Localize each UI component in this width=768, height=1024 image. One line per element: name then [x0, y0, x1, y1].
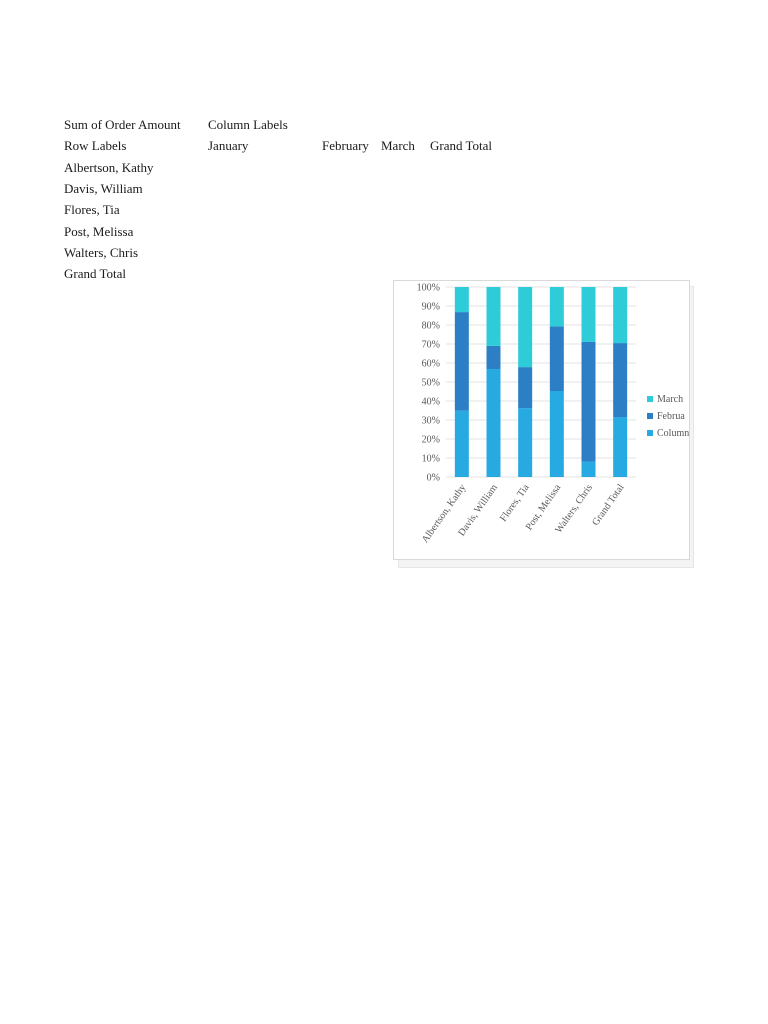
- legend-label: Februa: [657, 411, 685, 422]
- legend-label: Column: [657, 428, 689, 439]
- bar-segment[interactable]: [613, 287, 627, 343]
- x-category-label: Flores, Tia: [498, 482, 532, 524]
- bar-segment[interactable]: [518, 367, 532, 408]
- chart-canvas: [394, 281, 689, 559]
- row-label[interactable]: Post, Melissa: [64, 224, 134, 239]
- bar-segment[interactable]: [518, 408, 532, 477]
- row-label[interactable]: Flores, Tia: [64, 202, 120, 217]
- column-labels-caption[interactable]: Column Labels: [208, 117, 288, 132]
- column-header-grand-total[interactable]: Grand Total: [430, 138, 493, 153]
- bar-segment[interactable]: [455, 312, 469, 411]
- bar-segment[interactable]: [487, 287, 501, 346]
- y-tick-label: 40%: [421, 396, 440, 408]
- y-tick-label: 30%: [421, 415, 440, 427]
- bar-segment[interactable]: [550, 287, 564, 326]
- bar-segment[interactable]: [613, 343, 627, 417]
- bar-segment[interactable]: [550, 391, 564, 477]
- row-label[interactable]: Davis, William: [64, 181, 143, 196]
- y-tick-label: 90%: [421, 301, 440, 313]
- row-labels-caption[interactable]: Row Labels: [64, 138, 127, 153]
- stacked-percent-bar-chart[interactable]: [393, 280, 690, 560]
- bar-segment[interactable]: [455, 287, 469, 312]
- grand-total-row-label[interactable]: Grand Total: [64, 266, 127, 281]
- bar-segment[interactable]: [613, 417, 627, 477]
- x-category-label: Davis, William: [456, 482, 500, 539]
- bar-segment[interactable]: [582, 462, 596, 477]
- y-tick-label: 0%: [426, 472, 440, 484]
- legend-label: March: [657, 394, 684, 405]
- y-tick-label: 100%: [416, 282, 440, 294]
- x-category-label: Albertson, Kathy: [419, 482, 469, 546]
- y-tick-label: 10%: [421, 453, 440, 465]
- bar-segment[interactable]: [487, 369, 501, 477]
- y-tick-label: 20%: [421, 434, 440, 446]
- bar-segment[interactable]: [582, 342, 596, 462]
- bar-segment[interactable]: [550, 326, 564, 391]
- y-tick-label: 80%: [421, 320, 440, 332]
- bar-segment[interactable]: [487, 346, 501, 369]
- y-tick-label: 70%: [421, 339, 440, 351]
- x-category-label: Post, Melissa: [523, 482, 564, 533]
- bar-segment[interactable]: [582, 287, 596, 342]
- column-header-february[interactable]: February: [322, 138, 369, 153]
- column-header-march[interactable]: March: [381, 138, 415, 153]
- legend-swatch: [647, 396, 653, 402]
- row-label[interactable]: Walters, Chris: [64, 245, 139, 260]
- column-header-january[interactable]: January: [208, 138, 249, 153]
- y-tick-label: 60%: [421, 358, 440, 370]
- bar-segment[interactable]: [455, 411, 469, 477]
- value-caption[interactable]: Sum of Order Amount: [64, 117, 181, 132]
- x-category-label: Walters, Chris: [553, 482, 595, 536]
- legend-swatch: [647, 413, 653, 419]
- x-category-label: Grand Total: [590, 482, 627, 528]
- legend-swatch: [647, 430, 653, 436]
- bar-segment[interactable]: [518, 287, 532, 367]
- y-tick-label: 50%: [421, 377, 440, 389]
- row-label[interactable]: Albertson, Kathy: [64, 160, 154, 175]
